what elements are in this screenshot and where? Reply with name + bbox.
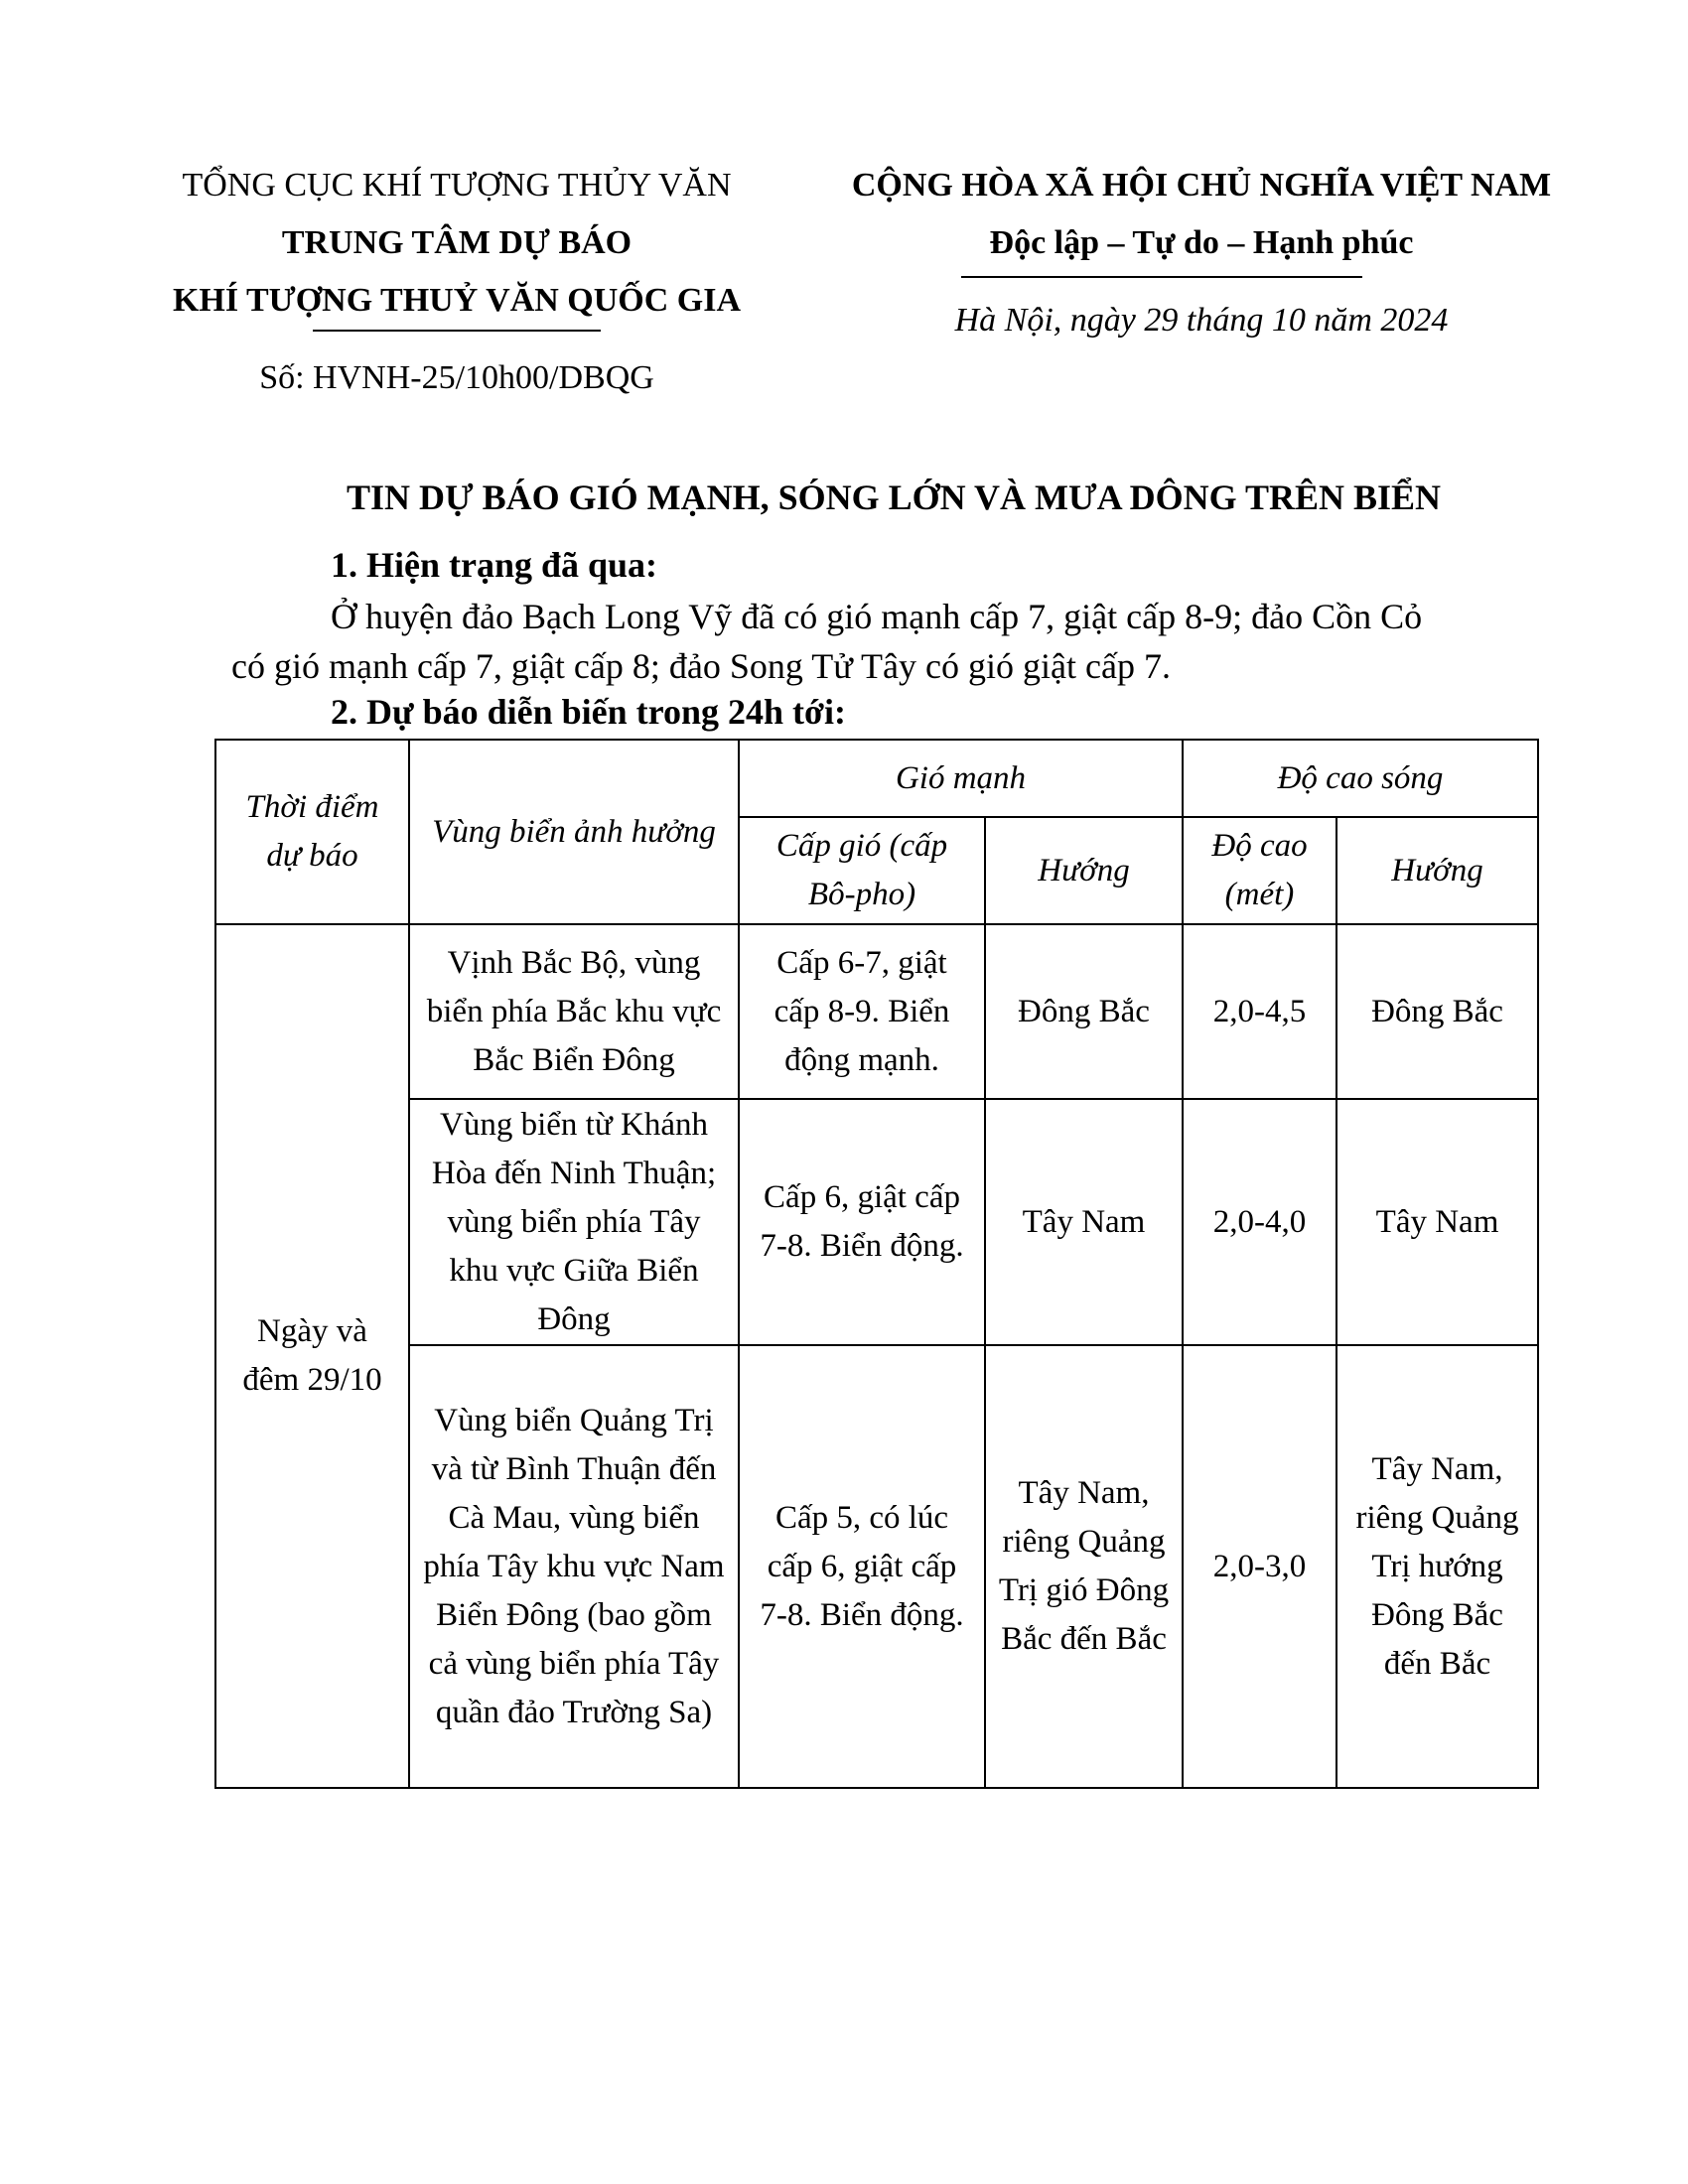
- header-left-underline: [313, 330, 601, 332]
- national-motto: Độc lập – Tự do – Hạnh phúc: [989, 224, 1414, 261]
- region-cell: Vùng biển từ Khánh Hòa đến Ninh Thuận; vùng biển phía Tây khu vực Giữa Biển Đông: [409, 1099, 739, 1345]
- header-wind-direction: Hướng: [985, 817, 1183, 924]
- center-name-line1: TRUNG TÂM DỰ BÁO: [281, 224, 633, 261]
- header-wave-height-m: Độ cao (mét): [1183, 817, 1336, 924]
- wave-direction-cell: Tây Nam: [1336, 1099, 1538, 1345]
- document-number: Số: HVNH-25/10h00/DBQG: [259, 359, 654, 396]
- wave-height-cell: 2,0-3,0: [1183, 1345, 1336, 1788]
- wind-level-cell: Cấp 5, có lúc cấp 6, giật cấp 7-8. Biển động.: [739, 1345, 985, 1788]
- header-time: Thời điểm dự báo: [215, 740, 409, 924]
- region-cell: Vùng biển Quảng Trị và từ Bình Thuận đến Cà Mau, vùng biển phía Tây khu vực Nam Biển Đông (bao gồm cả vùng biển phía Tây quần đảo Trường Sa): [409, 1345, 739, 1788]
- forecast-time-cell: Ngày và đêm 29/10: [215, 924, 409, 1788]
- table-row: [215, 924, 1538, 1099]
- header-wave-direction: Hướng: [1336, 817, 1538, 924]
- header-wave-height: Độ cao sóng: [1183, 740, 1538, 817]
- motto-underline: [961, 276, 1362, 278]
- agency-name: TỔNG CỤC KHÍ TƯỢNG THỦY VĂN: [182, 167, 732, 204]
- wave-direction-cell: Tây Nam, riêng Quảng Trị hướng Đông Bắc đến Bắc: [1336, 1345, 1538, 1788]
- wind-direction-cell: Tây Nam: [985, 1099, 1183, 1345]
- table-header-row-1: [215, 740, 1538, 817]
- section1-heading: 1. Hiện trạng đã qua:: [331, 545, 658, 585]
- header-region: Vùng biển ảnh hưởng: [409, 740, 739, 924]
- header-wind-level: Cấp gió (cấp Bô-pho): [739, 817, 985, 924]
- wind-level-cell: Cấp 6, giật cấp 7-8. Biển động.: [739, 1099, 985, 1345]
- region-cell: Vịnh Bắc Bộ, vùng biển phía Bắc khu vực Bắc Biển Đông: [409, 924, 739, 1099]
- header-strong-wind: Gió mạnh: [739, 740, 1183, 817]
- wave-direction-cell: Đông Bắc: [1336, 924, 1538, 1099]
- section2-heading: 2. Dự báo diễn biến trong 24h tới:: [331, 692, 846, 732]
- center-name-line2: KHÍ TƯỢNG THUỶ VĂN QUỐC GIA: [172, 282, 742, 319]
- forecast-table: [214, 739, 1539, 1789]
- document-title: TIN DỰ BÁO GIÓ MẠNH, SÓNG LỚN VÀ MƯA DÔNG TRÊN BIỂN: [346, 478, 1442, 517]
- table-row: [215, 1099, 1538, 1345]
- wave-height-cell: 2,0-4,0: [1183, 1099, 1336, 1345]
- section1-line2: có gió mạnh cấp 7, giật cấp 8; đảo Song Tử Tây có gió giật cấp 7.: [231, 646, 1171, 686]
- table-row: [215, 1345, 1538, 1788]
- wind-level-cell: Cấp 6-7, giật cấp 8-9. Biển động mạnh.: [739, 924, 985, 1099]
- country-name: CỘNG HÒA XÃ HỘI CHỦ NGHĨA VIỆT NAM: [851, 167, 1552, 204]
- wind-direction-cell: Tây Nam, riêng Quảng Trị gió Đông Bắc đến Bắc: [985, 1345, 1183, 1788]
- section1-line1: Ở huyện đảo Bạch Long Vỹ đã có gió mạnh cấp 7, giật cấp 8-9; đảo Cồn Cỏ: [331, 597, 1423, 636]
- wind-direction-cell: Đông Bắc: [985, 924, 1183, 1099]
- issue-date: Hà Nội, ngày 29 tháng 10 năm 2024: [954, 302, 1449, 339]
- wave-height-cell: 2,0-4,5: [1183, 924, 1336, 1099]
